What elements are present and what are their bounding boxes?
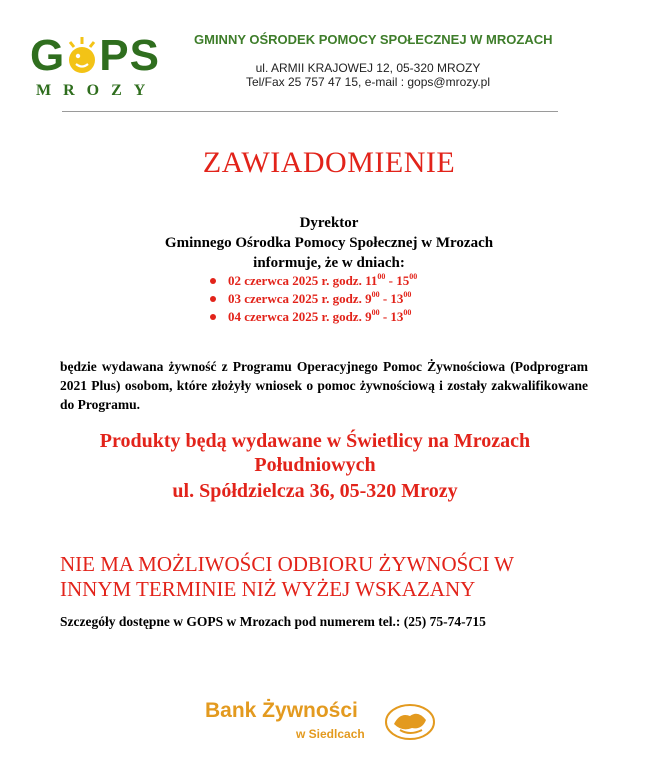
- org-contact: Tel/Fax 25 757 47 15, e-mail : gops@mrozy.pl: [245, 75, 491, 89]
- warning-line-1: NIE MA MOŻLIWOŚCI ODBIORU ŻYWNOŚCI W: [60, 552, 515, 576]
- date-item: 04 czerwca 2025 r. godz. $9^{00} - 13^{00}$: [210, 308, 417, 326]
- intro-line-1: Dyrektor: [299, 215, 359, 231]
- place-line-3: ul. Spółdzielcza 36, 05-320 Mrozy: [172, 480, 458, 502]
- place-line-2: Południowych: [254, 454, 376, 476]
- details-contact: Szczegóły dostępne w GOPS w Mrozach pod numerem tel.: (25) 75-74-715: [60, 614, 486, 629]
- org-address: ul. ARMII KRAJOWEJ 12, 05-320 MROZY: [255, 61, 481, 75]
- warning-line-2: INNYM TERMINIE NIŻ WYŻEJ WSKAZANY: [60, 577, 476, 601]
- intro-line-2: Gminnego Ośrodka Pomocy Społecznej w Mrozach: [164, 235, 494, 251]
- document-title: ZAWIADOMIENIE: [202, 146, 456, 179]
- program-paragraph: będzie wydawana żywność z Programu Operacyjnego Pomoc Żywnościowa (Podprogram 2021 Plus) osobom, które złożyły wniosek o pomoc żywnościową i zostały zakwalifikowane do Programu.: [60, 359, 588, 412]
- logo-letters-ps: PS: [99, 31, 160, 80]
- bullet-icon: [210, 314, 216, 320]
- bank-subtitle: w Siedlcach: [296, 727, 365, 741]
- bullet-icon: [210, 296, 216, 302]
- logo-subtitle: MROZY: [36, 82, 158, 99]
- dates-list: [210, 272, 417, 326]
- bullet-icon: [210, 278, 216, 284]
- date-item: 03 czerwca 2025 r. godz. $9^{00} - 13^{00}$: [210, 290, 417, 308]
- place-line-1: Produkty będą wydawane w Świetlicy na Mrozach: [99, 430, 531, 452]
- header-divider: [62, 111, 558, 112]
- sun-o-logo-icon: [65, 34, 99, 74]
- gops-logo: [30, 31, 160, 80]
- bank-zywnosci-emblem-icon: [382, 700, 438, 747]
- logo-letter-g: G: [30, 31, 66, 80]
- org-name: GMINNY OŚRODEK POMOCY SPOŁECZNEJ W MROZACH: [194, 32, 553, 47]
- intro-line-3: informuje, że w dniach:: [253, 255, 405, 271]
- bank-name: Bank Żywności: [205, 699, 358, 722]
- date-item: 02 czerwca 2025 r. godz. $11^{00} - 15^{00}$: [210, 272, 417, 290]
